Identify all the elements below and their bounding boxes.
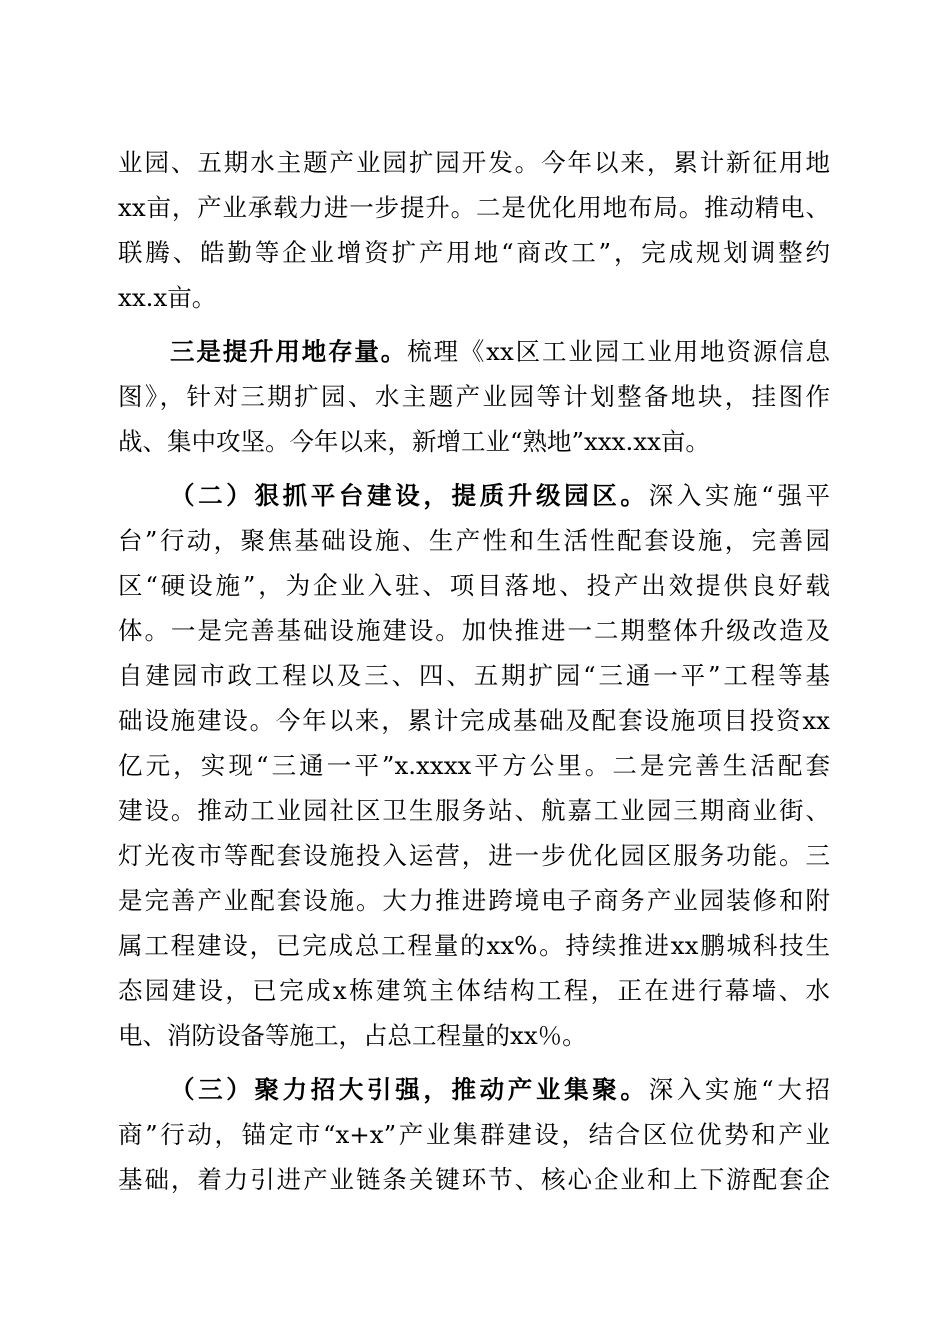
paragraph-line: 电、消防设备等施工，占总工程量的xx％。 — [118, 1021, 587, 1050]
paragraph-line: 体。一是完善基础设施建设。加快推进一二期整体升级改造及 — [118, 616, 830, 645]
document-body — [118, 140, 830, 1202]
paragraph-line — [118, 1067, 830, 1112]
paragraph-line: 业园、五期水主题产业园扩园开发。今年以来，累计新征用地 — [118, 148, 830, 177]
paragraph-line: 联腾、皓勤等企业增资扩产用地“商改工”，完成规划调整约 — [118, 238, 830, 267]
section-heading: （三）聚力招大引强，推动产业集聚。 — [170, 1075, 649, 1104]
paragraph-line: 态园建设，已完成x栋建筑主体结构工程，正在进行幕墙、水 — [118, 976, 830, 1005]
paragraph-line — [118, 473, 830, 518]
paragraph-line: 属工程建设，已完成总工程量的xx%。持续推进xx鹏城科技生 — [118, 931, 830, 960]
paragraph-text: 梳理《xx区工业园工业用地资源信息 — [407, 337, 830, 366]
paragraph-line — [118, 329, 830, 374]
paragraph-line: 础设施建设。今年以来，累计完成基础及配套设施项目投资xx — [118, 706, 830, 735]
paragraph-line: 战、集中攻坚。今年以来，新增工业“熟地”xxx.xx亩。 — [118, 427, 710, 456]
paragraph-line: 自建园市政工程以及三、四、五期扩园“三通一平”工程等基 — [118, 661, 830, 690]
paragraph-line: xx亩，产业承载力进一步提升。二是优化用地布局。推动精电、 — [118, 193, 830, 222]
paragraph-text: 深入实施“强平 — [648, 481, 830, 510]
paragraph-line: 基础，着力引进产业链条关键环节、核心企业和上下游配套企 — [118, 1165, 830, 1194]
paragraph-line: 建设。推动工业园社区卫生服务站、航嘉工业园三期商业街、 — [118, 796, 830, 825]
section-heading: （二）狠抓平台建设，提质升级园区。 — [170, 481, 649, 510]
paragraph-line: 区“硬设施”，为企业入驻、项目落地、投产出效提供良好载 — [118, 571, 830, 600]
paragraph-line: xx.x亩。 — [118, 283, 217, 312]
paragraph-line: 台”行动，聚焦基础设施、生产性和生活性配套设施，完善园 — [118, 526, 830, 555]
paragraph-line: 灯光夜市等配套设施投入运营，进一步优化园区服务功能。三 — [118, 841, 830, 870]
paragraph-line: 商”行动，锚定市“x+x”产业集群建设，结合区位优势和产业 — [118, 1120, 830, 1149]
paragraph-line: 图》，针对三期扩园、水主题产业园等计划整备地块，挂图作 — [118, 382, 830, 411]
paragraph-text: 深入实施“大招 — [648, 1075, 830, 1104]
paragraph-line: 是完善产业配套设施。大力推进跨境电子商务产业园装修和附 — [118, 886, 830, 915]
paragraph-line: 亿元，实现“三通一平”x.xxxx平方公里。二是完善生活配套 — [118, 751, 830, 780]
section-heading: 三是提升用地存量。 — [170, 337, 408, 366]
